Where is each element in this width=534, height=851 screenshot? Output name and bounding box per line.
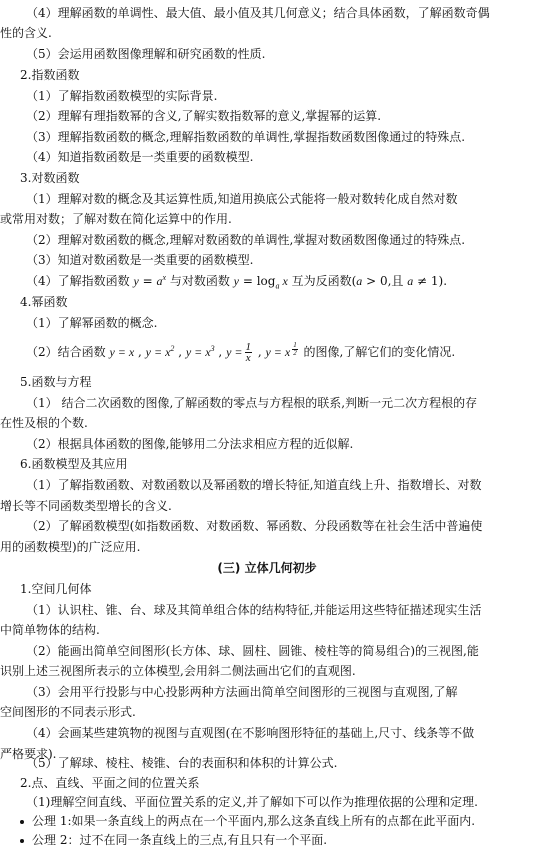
text-line: （2）根据具体函数的图像,能够用二分法求相应方程的近似解. [26, 437, 354, 451]
text-line: （5）会运用函数图像理解和研究函数的性质. [26, 47, 266, 61]
section-heading: 4.幂函数 [20, 295, 68, 309]
text-line: （1）了解指数函数、对数函数以及幂函数的增长特征,知道直线上升、指数增长、对数 [26, 478, 482, 492]
text-line: 中简单物体的结构. [0, 623, 100, 637]
text-line: （3）会用平行投影与中心投影两种方法画出简单空间图形的三视图与直观图,了解 [26, 685, 458, 699]
bullet-item: 公理 1:如果一条直线上的两点在一个平面内,那么这条直线上所有的点都在此平面内. [20, 812, 475, 832]
text-line: （3）理解指数函数的概念,理解指数函数的单调性,掌握指数函数图像通过的特殊点. [26, 130, 466, 144]
fraction-one-over-x: $\frac{1}{x}$ [245, 341, 251, 364]
text-line: 用的函数模型)的广泛应用. [0, 540, 141, 554]
text-line: （2）理解有理指数幂的含义,了解实数指数幂的意义,掌握幂的运算. [26, 109, 382, 123]
section-heading: 6.函数模型及其应用 [20, 457, 128, 471]
section-heading: 2.指数函数 [20, 68, 80, 82]
text-line: （4）知道指数函数是一类重要的函数模型. [26, 150, 254, 164]
text-line: 增长等不同函数类型增长的含义. [0, 499, 172, 513]
section-heading: 5.函数与方程 [20, 375, 92, 389]
chapter-heading: (三) 立体几何初步 [217, 561, 317, 575]
text-line: 空间图形的不同表示形式. [0, 705, 136, 719]
text-line: 性的含义. [0, 26, 52, 40]
formula-line-power-functions: （2）结合函数 y = x , $y = x^2$ , $y = x^3$ , y = $\frac{1}{x}$ , y = x $^{\frac{1}{2}}$ 的图像,了解它们的变化情况. [26, 340, 456, 364]
text-line: （1）认识柱、锥、台、球及其简单组合体的结构特征,并能运用这些特征描述现实生活 [26, 603, 482, 617]
text-line: （4）理解函数的单调性、最大值、最小值及其几何意义；结合具体函数，了解函数奇偶 [26, 6, 490, 20]
text-line: （1）了解幂函数的概念. [26, 316, 158, 330]
text-line: （5）了解球、棱柱、棱锥、台的表面积和体积的计算公式. [26, 756, 338, 770]
text-line: 识别上述三视图所表示的立体模型,会用斜二侧法画出它们的直观图. [0, 664, 356, 678]
text-line: （3）知道对数函数是一类重要的函数模型. [26, 253, 254, 267]
text-line: （2）能画出简单空间图形(长方体、球、圆柱、圆锥、棱柱等的简易组合)的三视图,能 [26, 644, 479, 658]
text-line: 严格要求). [0, 747, 57, 761]
bullet-text: 公理 2：过不在同一条直线上的三点,有且只有一个平面. [32, 833, 328, 847]
text-line: （4）会画某些建筑物的视图与直观图(在不影响图形特征的基础上,尺寸、线条等不做 [26, 726, 475, 740]
text-line: （2）了解函数模型(如指数函数、对数函数、幂函数、分段函数等在社会生活中普遍使 [26, 519, 483, 533]
bullet-dot-icon [20, 820, 24, 824]
section-heading: 3.对数函数 [20, 171, 80, 185]
fraction-exponent-half: 1 2 [293, 340, 297, 357]
text-line: （1） 结合二次函数的图像,了解函数的零点与方程根的联系,判断一元二次方程根的存 [26, 396, 478, 410]
text-line: （1)理解空间直线、平面位置关系的定义,并了解如下可以作为推理依据的公理和定理. [26, 795, 478, 809]
section-heading: 2.点、直线、平面之间的位置关系 [20, 776, 200, 790]
text-line: （1）了解指数函数模型的实际背景. [26, 89, 218, 103]
text-line: 在性及根的个数. [0, 416, 88, 430]
text-line: 或常用对数；了解对数在简化运算中的作用. [0, 212, 232, 226]
text-line: （2）理解对数函数的概念,理解对数函数的单调性,掌握对数函数图像通过的特殊点. [26, 233, 466, 247]
section-heading: 1.空间几何体 [20, 582, 92, 596]
formula-line-exp-log: （4）了解指数函数 $y = a^x$ 与对数函数 $y = \log_a x$ 互为反函数(a > 0,且 a ≠ 1). [26, 273, 448, 291]
bullet-dot-icon [20, 839, 24, 843]
text-line: （1）理解对数的概念及其运算性质,知道用换底公式能将一般对数转化成自然对数 [26, 192, 458, 206]
